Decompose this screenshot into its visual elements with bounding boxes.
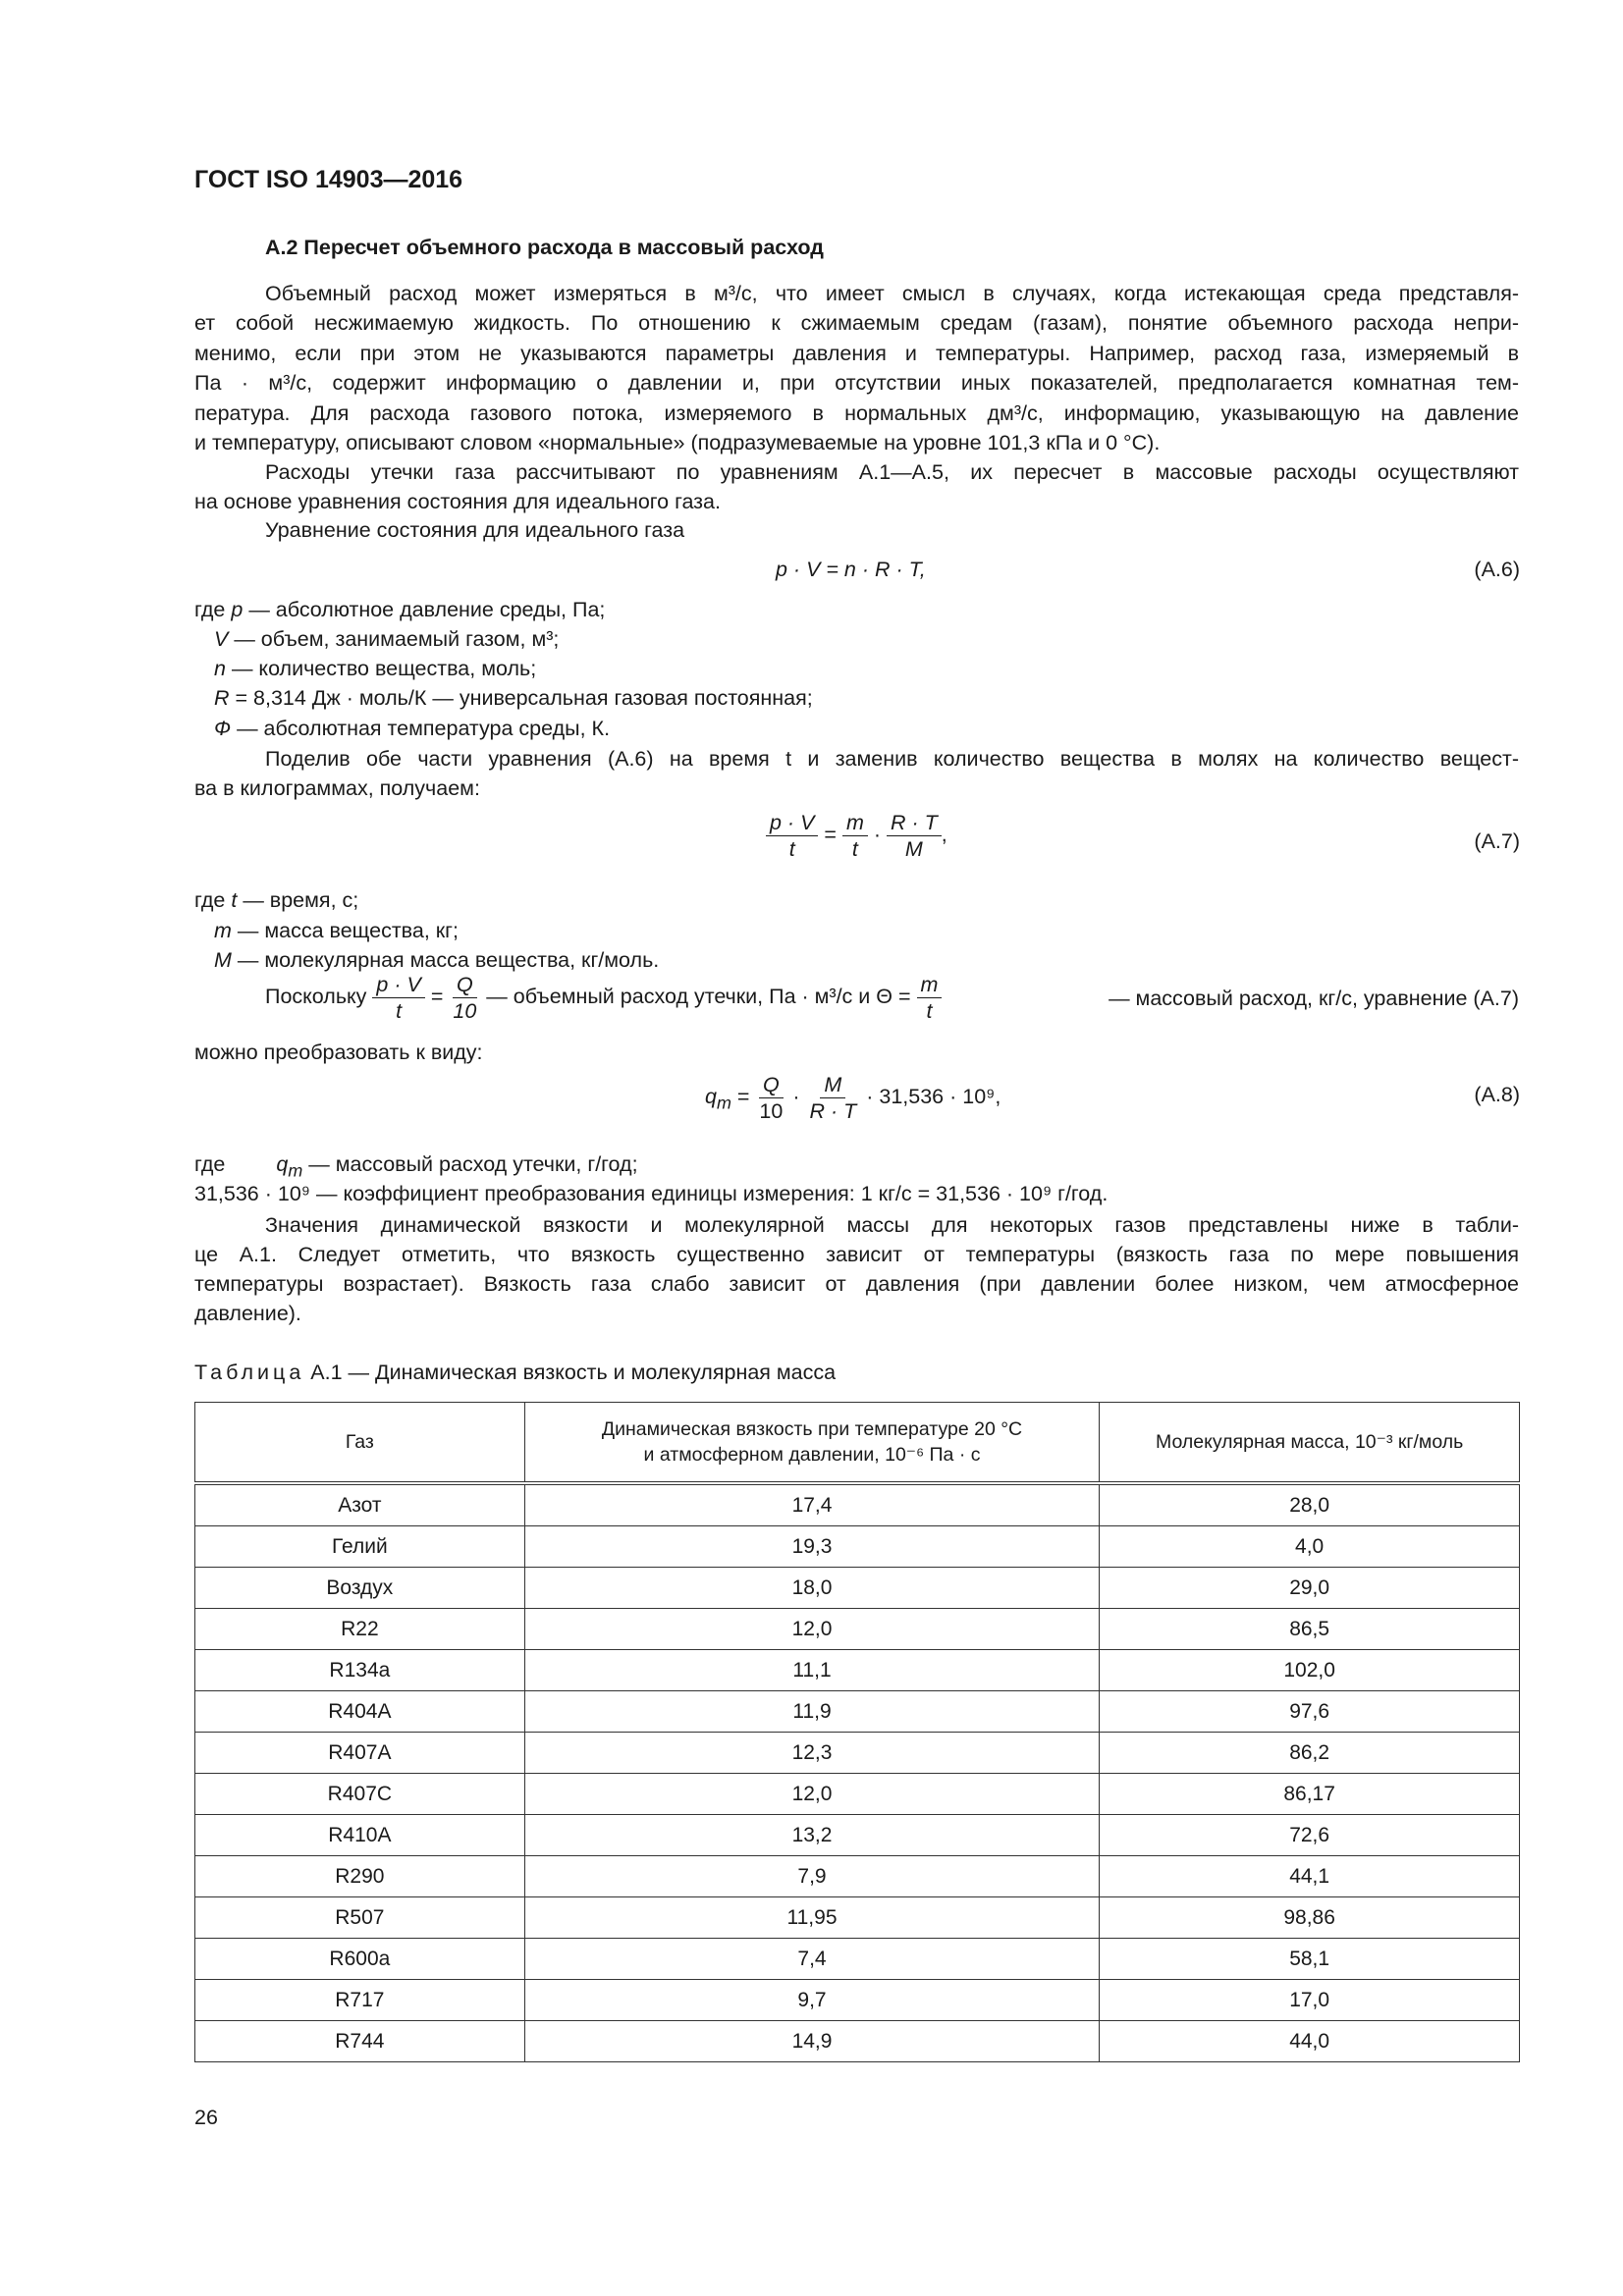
document-header: ГОСТ ISO 14903—2016 (194, 166, 463, 193)
molar-mass-cell: 58,1 (1100, 1939, 1520, 1980)
definition-item: где p — абсолютное давление среды, Па; (194, 598, 606, 621)
column-header: Динамическая вязкость при температуре 20 °С и атмосферном давлении, 10⁻⁶ Па · с (524, 1403, 1100, 1484)
table-row (195, 1483, 1520, 1526)
definition-item: n — количество вещества, моль; (214, 657, 537, 680)
paragraph-line: температуры возрастает). Вязкость газа слабо зависит от давления (при давлении более низком, чем атмосферное (194, 1272, 1519, 1296)
viscosity-cell: 12,3 (524, 1733, 1100, 1774)
table-row (195, 1897, 1520, 1939)
column-header: Молекулярная масса, 10⁻³ кг/моль (1100, 1403, 1520, 1484)
equation-number: (А.8) (1474, 1083, 1520, 1106)
table-row (195, 1691, 1520, 1733)
gas-cell: R600a (195, 1939, 525, 1980)
gas-cell: R404A (195, 1691, 525, 1733)
molar-mass-cell: 102,0 (1100, 1650, 1520, 1691)
paragraph-line: ва в килограммах, получаем: (194, 776, 480, 800)
molar-mass-cell: 29,0 (1100, 1568, 1520, 1609)
gas-cell: R22 (195, 1609, 525, 1650)
gas-cell: R407C (195, 1774, 525, 1815)
viscosity-cell: 12,0 (524, 1609, 1100, 1650)
page-number: 26 (194, 2106, 218, 2129)
gas-cell: Гелий (195, 1526, 525, 1568)
molar-mass-cell: 86,5 (1100, 1609, 1520, 1650)
viscosity-cell: 11,95 (524, 1897, 1100, 1939)
table-row (195, 1980, 1520, 2021)
molar-mass-cell: 44,1 (1100, 1856, 1520, 1897)
table-row (195, 1526, 1520, 1568)
viscosity-cell: 11,1 (524, 1650, 1100, 1691)
table-row (195, 1856, 1520, 1897)
definition-item: R = 8,314 Дж · моль/К — универсальная газовая постоянная; (214, 686, 813, 710)
equation-number: (А.7) (1474, 829, 1520, 853)
viscosity-cell: 7,4 (524, 1939, 1100, 1980)
molar-mass-cell: 86,2 (1100, 1733, 1520, 1774)
definition-item: где $q_m$ — массовый расход утечки, г/год; (194, 1152, 638, 1181)
paragraph-line: Объемный расход может измеряться в м³/с, что имеет смысл в случаях, когда истекающая среда представля- (265, 282, 1519, 305)
paragraph-line: на основе уравнения состояния для идеального газа. (194, 490, 721, 513)
equation-a6: p · V = n · R · T, (776, 558, 926, 581)
viscosity-cell: 14,9 (524, 2021, 1100, 2062)
equation-a7: $\frac{p \cdot V}{t}$ = $\frac{m}{t}$ · $\frac{R \cdot T}{M}$ , (766, 810, 947, 862)
data-table (194, 1402, 1520, 2062)
table-row (195, 1939, 1520, 1980)
gas-cell: Воздух (195, 1568, 525, 1609)
section-heading: А.2 Пересчет объемного расхода в массовый расход (265, 236, 824, 259)
paragraph-line: и температуру, описывают словом «нормальные» (подразумеваемые на уровне 101,3 кПа и 0 °С). (194, 431, 1161, 454)
paragraph-line: менимо, если при этом не указываются параметры давления и температуры. Например, расход газа, измеряемый в (194, 342, 1519, 365)
viscosity-cell: 9,7 (524, 1980, 1100, 2021)
paragraph-line: Поделив обе части уравнения (А.6) на время t и заменив количество вещества в молях на количество вещест- (265, 747, 1519, 771)
table-row (195, 1650, 1520, 1691)
table-row (195, 1609, 1520, 1650)
molar-mass-cell: 97,6 (1100, 1691, 1520, 1733)
paragraph-line: Расходы утечки газа рассчитывают по уравнениям А.1—А.5, их пересчет в массовые расходы осуществляют (265, 460, 1519, 484)
molar-mass-cell: 28,0 (1100, 1483, 1520, 1526)
gas-cell: R744 (195, 2021, 525, 2062)
molar-mass-cell: 17,0 (1100, 1980, 1520, 2021)
table-row (195, 1568, 1520, 1609)
viscosity-cell: 7,9 (524, 1856, 1100, 1897)
gas-cell: R407A (195, 1733, 525, 1774)
table-row (195, 1774, 1520, 1815)
gas-cell: R507 (195, 1897, 525, 1939)
gas-cell: R134a (195, 1650, 525, 1691)
paragraph-line: це А.1. Следует отметить, что вязкость существенно зависит от температуры (вязкость газа по мере повышения (194, 1243, 1519, 1266)
paragraph-line: Па · м³/с, содержит информацию о давлении и, при отсутствии иных показателей, предполагается комнатная тем- (194, 371, 1519, 395)
paragraph-line: пература. Для расхода газового потока, измеряемого в нормальных дм³/с, информацию, указывающую на давление (194, 401, 1519, 425)
molar-mass-cell: 72,6 (1100, 1815, 1520, 1856)
viscosity-cell: 18,0 (524, 1568, 1100, 1609)
molar-mass-cell: 86,17 (1100, 1774, 1520, 1815)
gas-cell: R717 (195, 1980, 525, 2021)
definition-item: M — молекулярная масса вещества, кг/моль. (214, 948, 660, 972)
paragraph-line: ет собой несжимаемую жидкость. По отношению к сжимаемым средам (газам), понятие объемного расхода непри- (194, 311, 1519, 335)
viscosity-cell: 12,0 (524, 1774, 1100, 1815)
viscosity-cell: 11,9 (524, 1691, 1100, 1733)
table-row (195, 2021, 1520, 2062)
molar-mass-cell: 4,0 (1100, 1526, 1520, 1568)
definition-item: где t — время, с; (194, 888, 359, 912)
viscosity-cell: 19,3 (524, 1526, 1100, 1568)
gas-cell: R290 (195, 1856, 525, 1897)
molar-mass-cell: 44,0 (1100, 2021, 1520, 2062)
paragraph-line: Уравнение состояния для идеального газа (265, 518, 685, 542)
equation-number: (А.6) (1474, 558, 1520, 581)
molar-mass-cell: 98,86 (1100, 1897, 1520, 1939)
definition-item: V — объем, занимаемый газом, м³; (214, 627, 560, 651)
definition-item: m — масса вещества, кг; (214, 919, 459, 942)
paragraph-line: давление). (194, 1302, 301, 1325)
equation-a8: $q_m$ = $\frac{Q}{10}$ · $\frac{M}{R \cdot T}$ · 31,536 · 10⁹, (705, 1073, 1001, 1123)
table-caption: Таблица А.1 — Динамическая вязкость и молекулярная масса (194, 1361, 837, 1384)
column-header: Газ (195, 1403, 525, 1484)
table-row (195, 1733, 1520, 1774)
paragraph-line: можно преобразовать к виду: (194, 1041, 483, 1064)
table-header-row (195, 1403, 1520, 1484)
definition-item: Ф — абсолютная температура среды, К. (214, 717, 611, 740)
table-row (195, 1815, 1520, 1856)
paragraph-line: Значения динамической вязкости и молекулярной массы для некоторых газов представлены ниже в табли- (265, 1213, 1519, 1237)
viscosity-cell: 17,4 (524, 1483, 1100, 1526)
paragraph-line: Поскольку $\frac{p \cdot V}{t}$ = $\frac{Q}{10}$ — объемный расход утечки, Па · м³/с и Θ = $\frac{m}{t}$ — массовый расход, кг/с, уравнение (А.7) (265, 973, 1519, 1023)
viscosity-cell: 13,2 (524, 1815, 1100, 1856)
gas-cell: Азот (195, 1483, 525, 1526)
definition-item: 31,536 · 10⁹ — коэффициент преобразования единицы измерения: 1 кг/с = 31,536 · 10⁹ г/год. (194, 1182, 1109, 1205)
gas-cell: R410A (195, 1815, 525, 1856)
